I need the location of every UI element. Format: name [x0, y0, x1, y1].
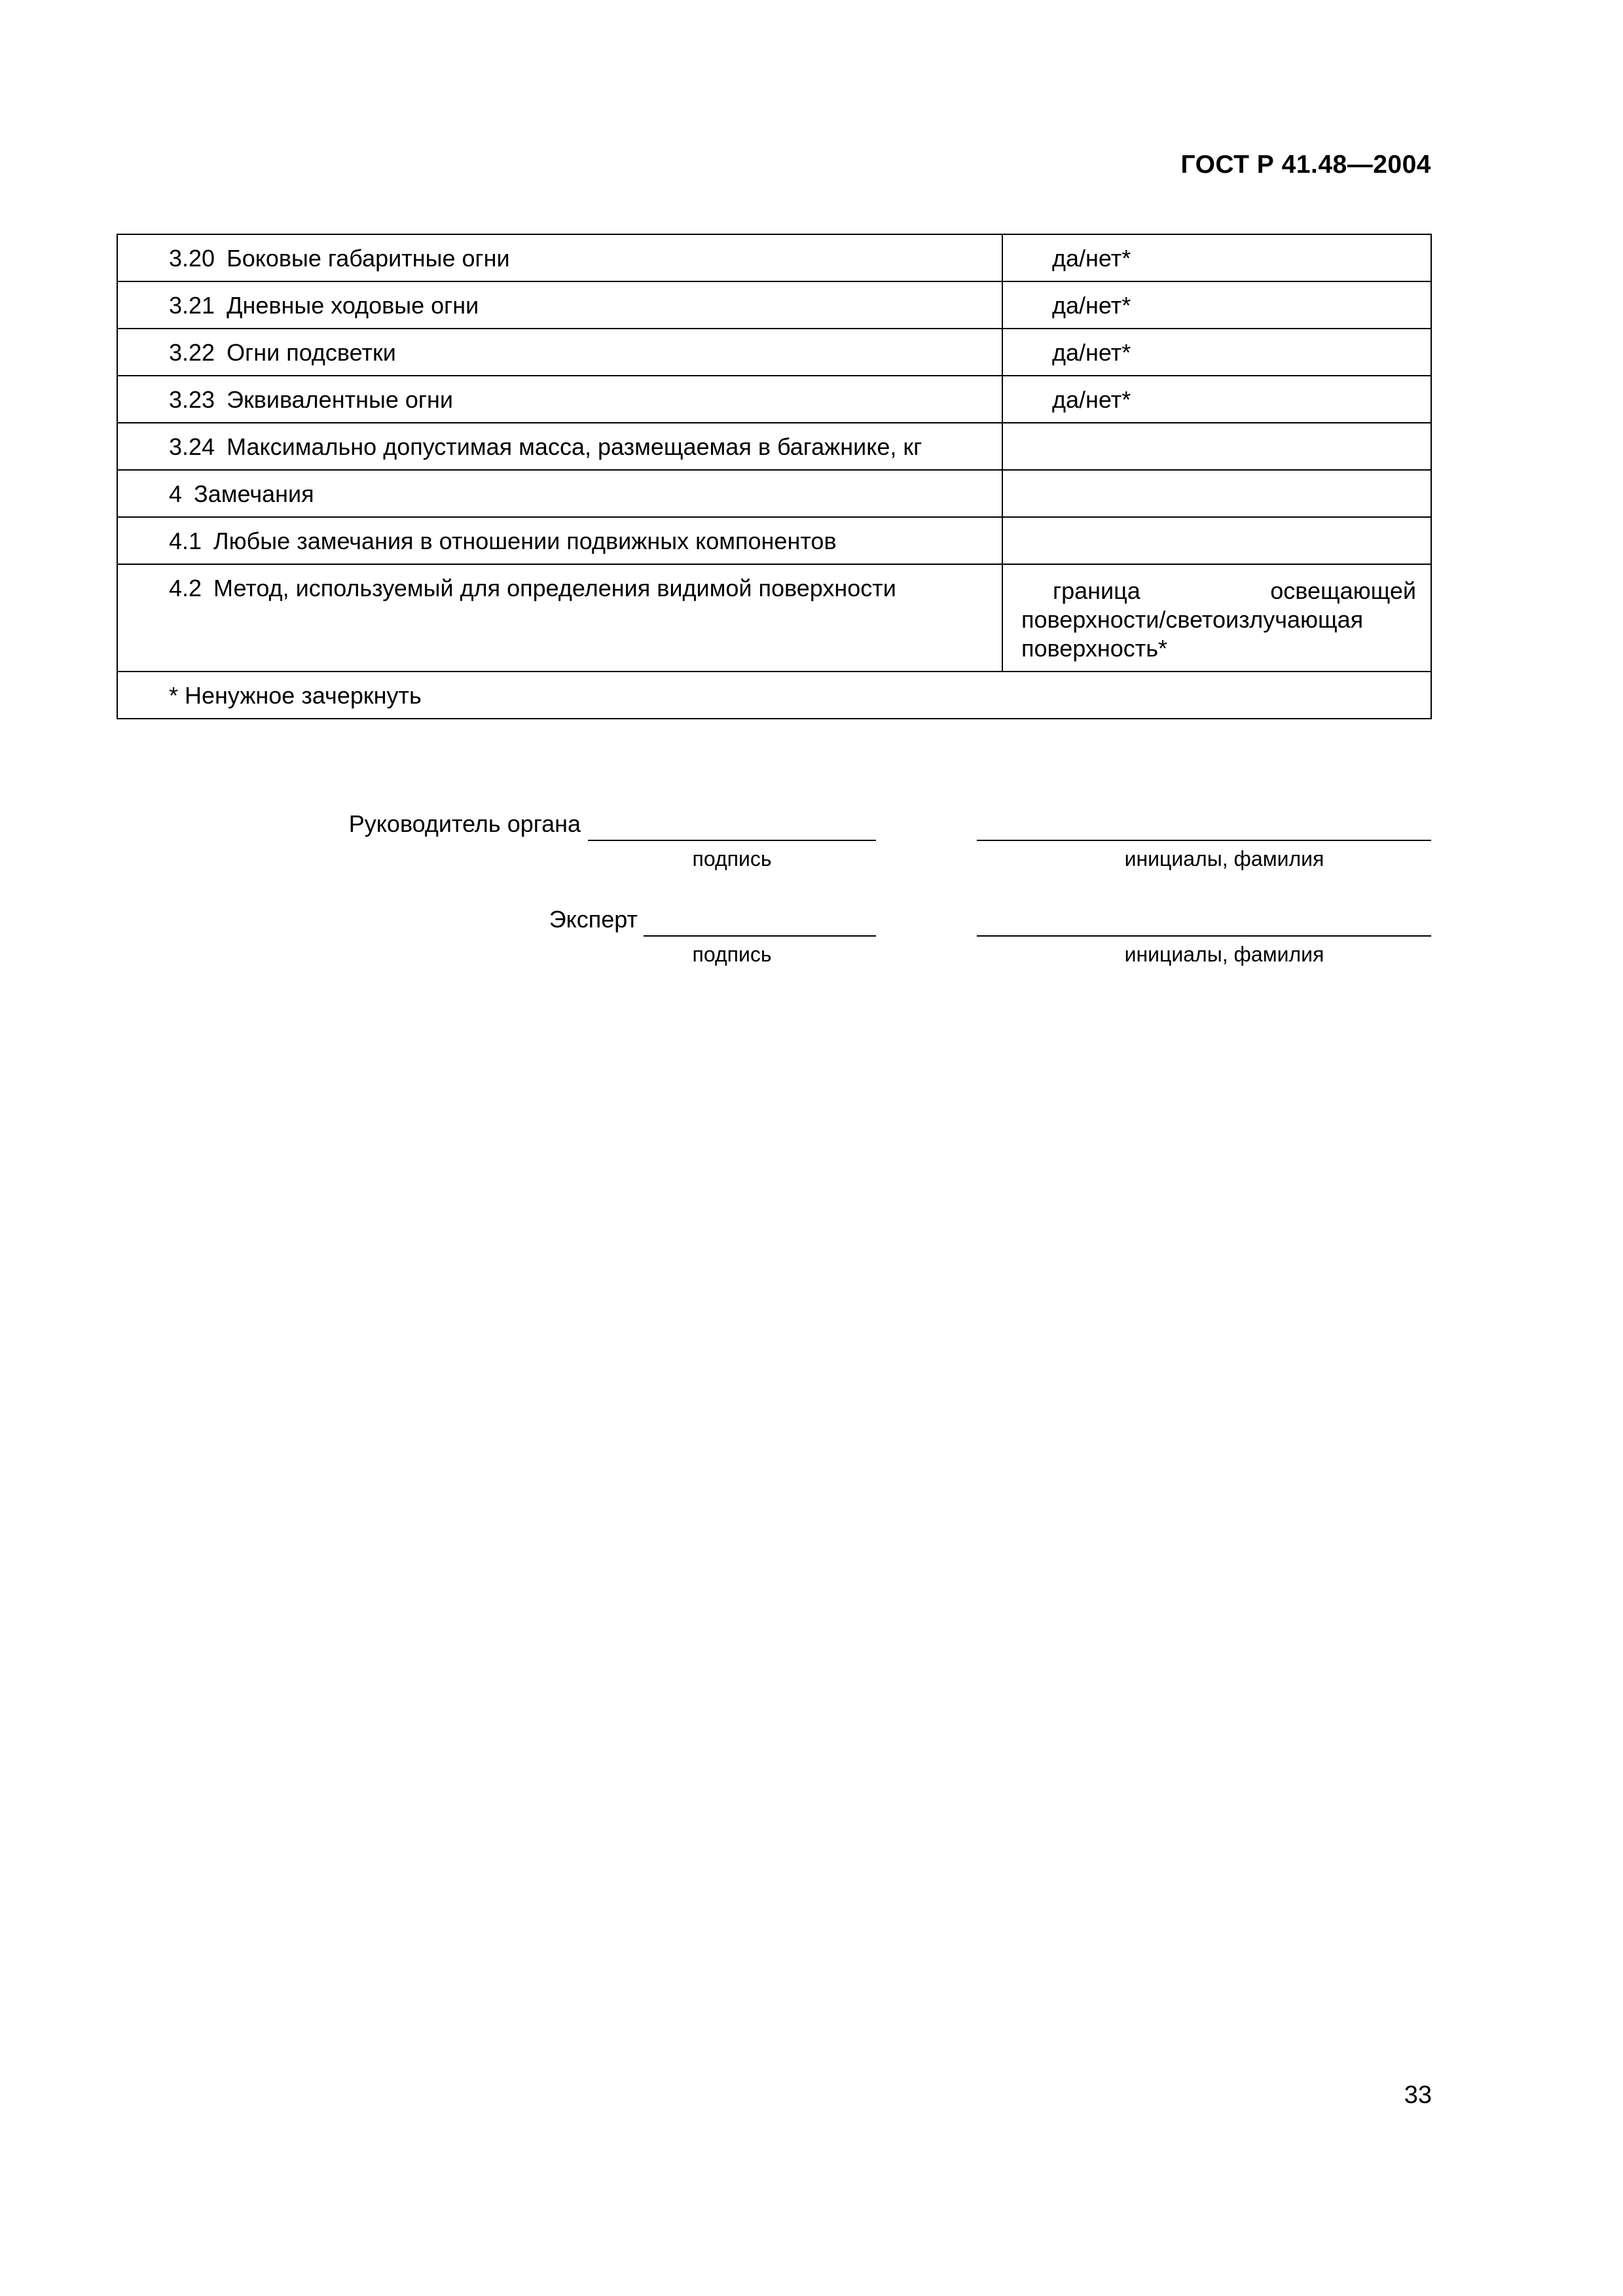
- table-row: [117, 329, 1431, 376]
- row-value-cell: [1002, 470, 1431, 517]
- page-number: 33: [1404, 2081, 1432, 2109]
- row-value-cell: да/нет*: [1002, 329, 1431, 376]
- row-number: 3.20: [169, 245, 215, 272]
- row-label: Боковые габаритные огни: [227, 245, 510, 272]
- row-value-cell: [1002, 517, 1431, 564]
- row-label: Дневные ходовые огни: [227, 292, 479, 319]
- row-label: Максимально допустимая масса, размещаемая в багажнике, кг: [227, 433, 922, 460]
- row-number: 4: [169, 480, 183, 507]
- row-label-cell: [117, 376, 1002, 423]
- row-label-cell: [117, 564, 1002, 672]
- head-signature-caption: подпись: [692, 847, 772, 870]
- expert-signature-line[interactable]: [644, 935, 876, 937]
- table-row: [117, 376, 1431, 423]
- row-label: Эквивалентные огни: [227, 386, 453, 413]
- row-number: 4.2: [169, 575, 202, 601]
- row-label-cell: [117, 329, 1002, 376]
- form-table: [117, 234, 1432, 719]
- row-label: Метод, используемый для определения видимой поверхности: [213, 575, 896, 601]
- row-label: Огни подсветки: [227, 339, 396, 366]
- row-value-cell: да/нет*: [1002, 281, 1431, 329]
- row-label: Любые замечания в отношении подвижных компонентов: [213, 528, 837, 554]
- table-row: [117, 564, 1431, 672]
- row-value-cell: да/нет*: [1002, 376, 1431, 423]
- row-number: 4.1: [169, 528, 202, 554]
- table-row: [117, 470, 1431, 517]
- table-row: [117, 281, 1431, 329]
- surface-method-value: граница освещающей поверхности/светоизлучающая поверхность*: [1021, 577, 1416, 662]
- row-value-cell: [1002, 564, 1431, 672]
- head-name-line[interactable]: [977, 840, 1431, 841]
- footnote-row: [117, 672, 1431, 719]
- row-number: 3.24: [169, 433, 215, 460]
- row-label-cell: [117, 423, 1002, 470]
- row-label-cell: [117, 517, 1002, 564]
- expert-signature-caption: подпись: [692, 942, 772, 966]
- expert-signature-label: Эксперт: [549, 906, 638, 933]
- head-signature-line[interactable]: [588, 840, 876, 841]
- head-signature-label: Руководитель органа: [348, 810, 581, 837]
- table-row: [117, 517, 1431, 564]
- row-value-cell: [1002, 423, 1431, 470]
- footnote-cell: * Ненужное зачеркнуть: [117, 672, 1431, 719]
- row-number: 3.22: [169, 339, 215, 366]
- row-number: 3.21: [169, 292, 215, 319]
- expert-name-caption: инициалы, фамилия: [1124, 942, 1324, 966]
- row-label-cell: [117, 470, 1002, 517]
- table-row: [117, 234, 1431, 281]
- table-row: [117, 423, 1431, 470]
- expert-name-line[interactable]: [977, 935, 1431, 937]
- row-label-cell: [117, 234, 1002, 281]
- row-number: 3.23: [169, 386, 215, 413]
- row-label: Замечания: [194, 480, 314, 507]
- row-value-cell: да/нет*: [1002, 234, 1431, 281]
- document-code-header: ГОСТ Р 41.48—2004: [1180, 151, 1431, 179]
- row-label-cell: [117, 281, 1002, 329]
- head-name-caption: инициалы, фамилия: [1124, 847, 1324, 870]
